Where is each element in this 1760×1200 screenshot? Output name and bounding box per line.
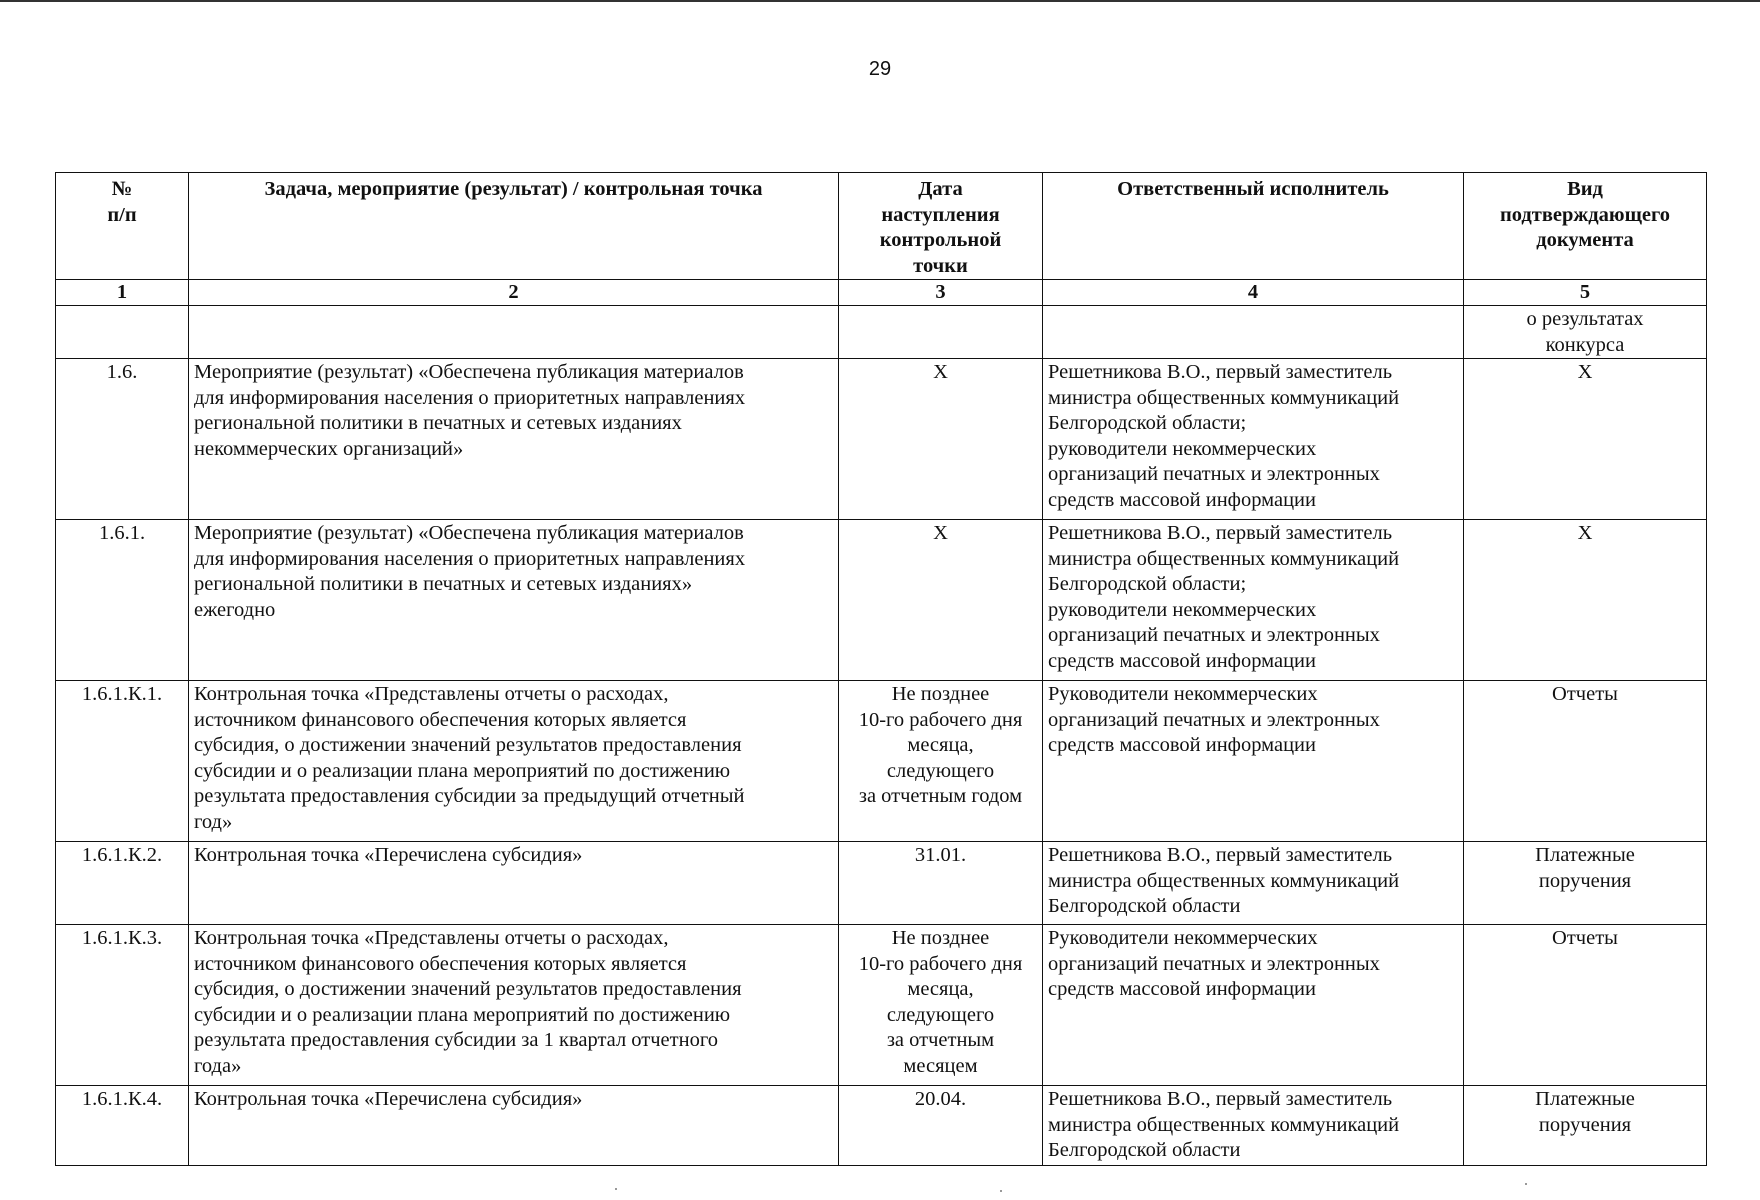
- cell-document: Платежные поручения: [1464, 1086, 1707, 1166]
- cell-task: Мероприятие (результат) «Обеспечена публикация материалов для информирования населения о приоритетных направлениях региональной политики в печатных и сетевых изданиях некоммерческих организаций»: [189, 359, 839, 520]
- table-row-continuation: [56, 306, 1707, 359]
- cell-executor: Решетникова В.О., первый заместитель министра общественных коммуникаций Белгородской области; руководители некоммерческих организаций печатных и электронных средств массовой информации: [1043, 520, 1464, 681]
- scan-speck: [615, 1188, 617, 1190]
- cell-date: X: [839, 359, 1043, 520]
- cell-date: [839, 306, 1043, 359]
- cell-number: 1.6.1.К.3.: [56, 925, 189, 1086]
- column-number: 4: [1043, 280, 1464, 306]
- header-executor: Ответственный исполнитель: [1043, 173, 1464, 280]
- cell-task: Контрольная точка «Представлены отчеты о расходах, источником финансового обеспечения которых является субсидия, о достижении значений результатов предоставления субсидии и о реализации плана мероприятий по достижению результата предоставления субсидии за 1 квартал отчетного года»: [189, 925, 839, 1086]
- page-number: 29: [868, 58, 892, 80]
- cell-date: Не позднее 10-го рабочего дня месяца, следующего за отчетным годом: [839, 681, 1043, 842]
- column-number: 3: [839, 280, 1043, 306]
- cell-document: Отчеты: [1464, 925, 1707, 1086]
- header-number: № п/п: [56, 173, 189, 280]
- header-document: Вид подтверждающего документа: [1464, 173, 1707, 280]
- cell-date: X: [839, 520, 1043, 681]
- cell-executor: Руководители некоммерческих организаций печатных и электронных средств массовой информации: [1043, 681, 1464, 842]
- cell-task: [189, 306, 839, 359]
- cell-number: 1.6.1.: [56, 520, 189, 681]
- table-row: [56, 681, 1707, 842]
- column-number: 5: [1464, 280, 1707, 306]
- cell-number: 1.6.1.К.4.: [56, 1086, 189, 1166]
- scan-edge-line: [0, 0, 1760, 2]
- scan-speck: [1000, 1190, 1002, 1192]
- cell-date: 31.01.: [839, 842, 1043, 925]
- cell-document: Платежные поручения: [1464, 842, 1707, 925]
- column-number: 1: [56, 280, 189, 306]
- cell-executor: [1043, 306, 1464, 359]
- cell-number: 1.6.: [56, 359, 189, 520]
- cell-executor: Решетникова В.О., первый заместитель министра общественных коммуникаций Белгородской области: [1043, 842, 1464, 925]
- cell-task: Контрольная точка «Представлены отчеты о расходах, источником финансового обеспечения которых является субсидия, о достижении значений результатов предоставления субсидии и о реализации плана мероприятий по достижению результата предоставления субсидии за предыдущий отчетный год»: [189, 681, 839, 842]
- header-date: Дата наступления контрольной точки: [839, 173, 1043, 280]
- table-row: [56, 842, 1707, 925]
- table-row: [56, 359, 1707, 520]
- cell-task: Мероприятие (результат) «Обеспечена публикация материалов для информирования населения о приоритетных направлениях региональной политики в печатных и сетевых изданиях» ежегодно: [189, 520, 839, 681]
- cell-task: Контрольная точка «Перечислена субсидия»: [189, 842, 839, 925]
- column-number-row: [56, 280, 1707, 306]
- cell-task: Контрольная точка «Перечислена субсидия»: [189, 1086, 839, 1166]
- cell-document: X: [1464, 520, 1707, 681]
- cell-executor: Руководители некоммерческих организаций печатных и электронных средств массовой информации: [1043, 925, 1464, 1086]
- cell-executor: Решетникова В.О., первый заместитель министра общественных коммуникаций Белгородской области; руководители некоммерческих организаций печатных и электронных средств массовой информации: [1043, 359, 1464, 520]
- cell-number: 1.6.1.К.1.: [56, 681, 189, 842]
- control-points-table: [55, 172, 1707, 1166]
- table-row: [56, 925, 1707, 1086]
- cell-document: Отчеты: [1464, 681, 1707, 842]
- table-row: [56, 520, 1707, 681]
- scan-speck: [1525, 1183, 1527, 1185]
- cell-document: X: [1464, 359, 1707, 520]
- cell-date: Не позднее 10-го рабочего дня месяца, следующего за отчетным месяцем: [839, 925, 1043, 1086]
- cell-document: о результатах конкурса: [1464, 306, 1707, 359]
- cell-number: 1.6.1.К.2.: [56, 842, 189, 925]
- header-task: Задача, мероприятие (результат) / контрольная точка: [189, 173, 839, 280]
- cell-number: [56, 306, 189, 359]
- cell-executor: Решетникова В.О., первый заместитель министра общественных коммуникаций Белгородской области: [1043, 1086, 1464, 1166]
- cell-date: 20.04.: [839, 1086, 1043, 1166]
- table-header-row: [56, 173, 1707, 280]
- table-row: [56, 1086, 1707, 1166]
- column-number: 2: [189, 280, 839, 306]
